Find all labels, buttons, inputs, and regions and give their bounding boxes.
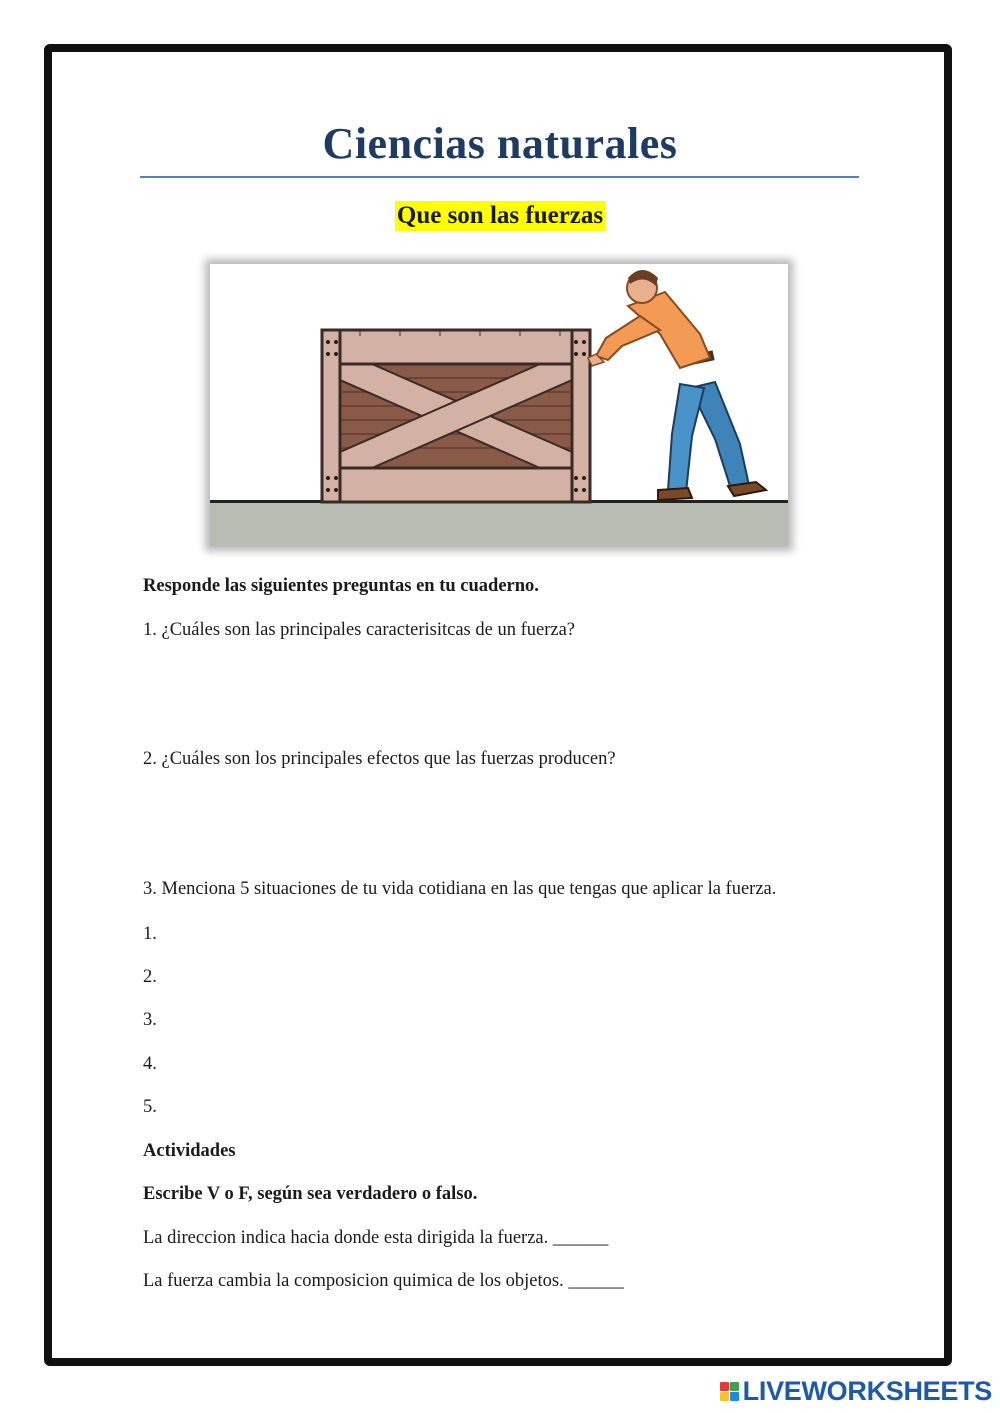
subtitle-container	[0, 201, 1000, 231]
title-underline	[140, 176, 859, 178]
crate	[322, 330, 590, 502]
liveworksheets-watermark	[720, 1376, 992, 1407]
question-3: 3. Menciona 5 situaciones de tu vida cotidiana en las que tengas que aplicar la fuerza.	[143, 879, 777, 899]
illustration-svg	[210, 264, 788, 546]
true-false-statement-1[interactable]: La direccion indica hacia donde esta dirigida la fuerza. ______	[143, 1228, 609, 1248]
activities-instruction: Escribe V o F, según sea verdadero o falso.	[143, 1184, 478, 1204]
man-pushing-crate-illustration	[210, 264, 788, 546]
question-1: 1. ¿Cuáles son las principales caracterisitcas de un fuerza?	[143, 620, 575, 640]
activities-heading: Actividades	[143, 1141, 236, 1161]
list-item-1: 1.	[143, 924, 157, 944]
questions-instruction: Responde las siguientes preguntas en tu cuaderno.	[143, 576, 539, 596]
floor	[210, 502, 788, 546]
list-item-3: 3.	[143, 1010, 157, 1030]
list-item-4: 4.	[143, 1054, 157, 1074]
page-subtitle: Que son las fuerzas	[396, 202, 604, 229]
liveworksheets-logo-icon	[720, 1382, 739, 1401]
man-figure	[588, 270, 766, 500]
list-item-2: 2.	[143, 967, 157, 987]
page-border	[44, 44, 952, 1366]
question-2: 2. ¿Cuáles son los principales efectos que las fuerzas producen?	[143, 749, 616, 769]
list-item-5: 5.	[143, 1097, 157, 1117]
page-title: Ciencias naturales	[322, 119, 678, 168]
true-false-statement-2[interactable]: La fuerza cambia la composicion quimica de los objetos. ______	[143, 1271, 624, 1291]
watermark-text: LIVEWORKSHEETS	[742, 1376, 992, 1406]
